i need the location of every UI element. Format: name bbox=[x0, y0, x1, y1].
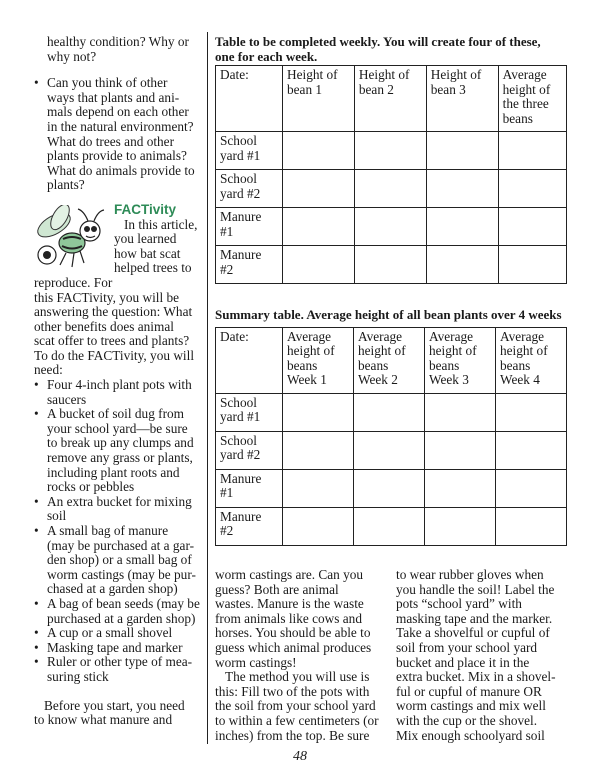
table-cell bbox=[426, 132, 498, 170]
table-cell bbox=[283, 431, 354, 469]
factivity-title: FACTivity bbox=[114, 201, 177, 217]
table-cell bbox=[496, 469, 567, 507]
table-row bbox=[216, 132, 567, 170]
right-text-column: to wear rubber gloves when you handle the soil! Label the pots “school yard” with masking tape and the marker. Take a shovelful or cupful of soil from your school yard bucket and place it in the extra bucket. Mix in a shovel- ful or cupful of manure OR worm castings and mix well with the cup or the shovel. Mix enough schoolyard soil bbox=[396, 567, 556, 743]
row-label: School yard #2 bbox=[216, 431, 283, 469]
table-cell bbox=[283, 132, 355, 170]
row-label: School yard #1 bbox=[216, 132, 283, 170]
opening-text: healthy condition? Why or why not? bbox=[47, 34, 189, 64]
weekly-table-caption: Table to be completed weekly. You will create four of these, one for each week. bbox=[215, 34, 541, 64]
weekly-table bbox=[215, 65, 567, 284]
table-cell bbox=[283, 393, 354, 431]
table-cell bbox=[498, 208, 566, 246]
column-divider bbox=[207, 32, 208, 744]
table-cell bbox=[496, 431, 567, 469]
table-cell bbox=[283, 246, 355, 284]
header-average: Average height of the three beans bbox=[498, 66, 566, 132]
row-label: Manure #1 bbox=[216, 208, 283, 246]
table-cell bbox=[354, 170, 426, 208]
header-date: Date: bbox=[216, 66, 283, 132]
table-cell bbox=[498, 170, 566, 208]
header-week-1: Average height of beans Week 1 bbox=[283, 327, 354, 393]
left-column bbox=[34, 35, 204, 728]
table-cell bbox=[283, 469, 354, 507]
factivity-section: FACTivity In this article, you learned how bat scat helped trees to reproduce. For this FACTivity, you will be answering the question: What other benefits does animal scat offer to trees and plants? To do the FACTivity, you will need: bbox=[34, 203, 204, 378]
table-cell bbox=[354, 132, 426, 170]
table-cell bbox=[354, 507, 425, 545]
table-cell bbox=[425, 507, 496, 545]
table-row bbox=[216, 208, 567, 246]
materials-item: • A bag of bean seeds (may be purchased at a garden shop) bbox=[34, 597, 204, 626]
summary-table-block bbox=[215, 308, 567, 546]
header-week-2: Average height of beans Week 2 bbox=[354, 327, 425, 393]
header-week-4: Average height of beans Week 4 bbox=[496, 327, 567, 393]
materials-list bbox=[34, 378, 204, 684]
table-row bbox=[216, 170, 567, 208]
materials-item: • A bucket of soil dug from your school yard—be sure to break up any clumps and remove any grass or plants, including plant roots and rocks or pebbles bbox=[34, 407, 204, 495]
row-label: School yard #2 bbox=[216, 170, 283, 208]
table-cell bbox=[354, 246, 426, 284]
row-label: Manure #2 bbox=[216, 246, 283, 284]
table-cell bbox=[354, 469, 425, 507]
summary-table bbox=[215, 327, 567, 546]
row-label: School yard #1 bbox=[216, 393, 283, 431]
header-week-3: Average height of beans Week 3 bbox=[425, 327, 496, 393]
question-list bbox=[34, 76, 204, 193]
closing-text: Before you start, you need to know what manure and bbox=[34, 697, 185, 728]
table-cell bbox=[425, 431, 496, 469]
table-cell bbox=[426, 208, 498, 246]
bee-mascot-icon bbox=[32, 205, 110, 271]
table-cell bbox=[498, 246, 566, 284]
table-cell bbox=[496, 393, 567, 431]
materials-item: • Masking tape and marker bbox=[34, 641, 204, 656]
table-row bbox=[216, 469, 567, 507]
table-cell bbox=[283, 208, 355, 246]
table-cell bbox=[426, 246, 498, 284]
summary-table-caption: Summary table. Average height of all bean plants over 4 weeks bbox=[215, 307, 562, 322]
table-header-row bbox=[216, 66, 567, 132]
table-header-row bbox=[216, 327, 567, 393]
materials-item: • A small bag of manure (may be purchased at a gar- den shop) or a small bag of worm castings (may be pur- chased at a garden shop) bbox=[34, 524, 204, 597]
table-row bbox=[216, 393, 567, 431]
table-row bbox=[216, 431, 567, 469]
weekly-table-block bbox=[215, 35, 567, 284]
table-cell bbox=[425, 469, 496, 507]
header-date: Date: bbox=[216, 327, 283, 393]
materials-item: • A cup or a small shovel bbox=[34, 626, 204, 641]
row-label: Manure #1 bbox=[216, 469, 283, 507]
table-cell bbox=[283, 170, 355, 208]
materials-item: • An extra bucket for mixing soil bbox=[34, 495, 204, 524]
materials-item: • Four 4-inch plant pots with saucers bbox=[34, 378, 204, 407]
table-cell bbox=[496, 507, 567, 545]
header-bean-1: Height of bean 1 bbox=[283, 66, 355, 132]
table-cell bbox=[354, 393, 425, 431]
header-bean-2: Height of bean 2 bbox=[354, 66, 426, 132]
table-row bbox=[216, 246, 567, 284]
question-item: • Can you think of other ways that plants and ani- mals depend on each other in the natural environment? What do trees and other plants provide to animals? What do animals provide to plants? bbox=[34, 76, 204, 193]
table-cell bbox=[354, 431, 425, 469]
table-row bbox=[216, 507, 567, 545]
table-cell bbox=[425, 393, 496, 431]
header-bean-3: Height of bean 3 bbox=[426, 66, 498, 132]
table-cell bbox=[283, 507, 354, 545]
row-label: Manure #2 bbox=[216, 507, 283, 545]
materials-item: • Ruler or other type of mea- suring stick bbox=[34, 655, 204, 684]
table-cell bbox=[426, 170, 498, 208]
table-cell bbox=[498, 132, 566, 170]
table-cell bbox=[354, 208, 426, 246]
middle-text-column: worm castings are. Can you guess? Both are animal wastes. Manure is the waste from animals like cows and horses. You should be able to guess which animal produces worm castings! The method you will use is this: Fill two of the pots with the soil from your school yard to within a few centimeters (or inches) from the top. Be sure bbox=[215, 567, 379, 743]
page-number: 48 bbox=[293, 749, 307, 764]
